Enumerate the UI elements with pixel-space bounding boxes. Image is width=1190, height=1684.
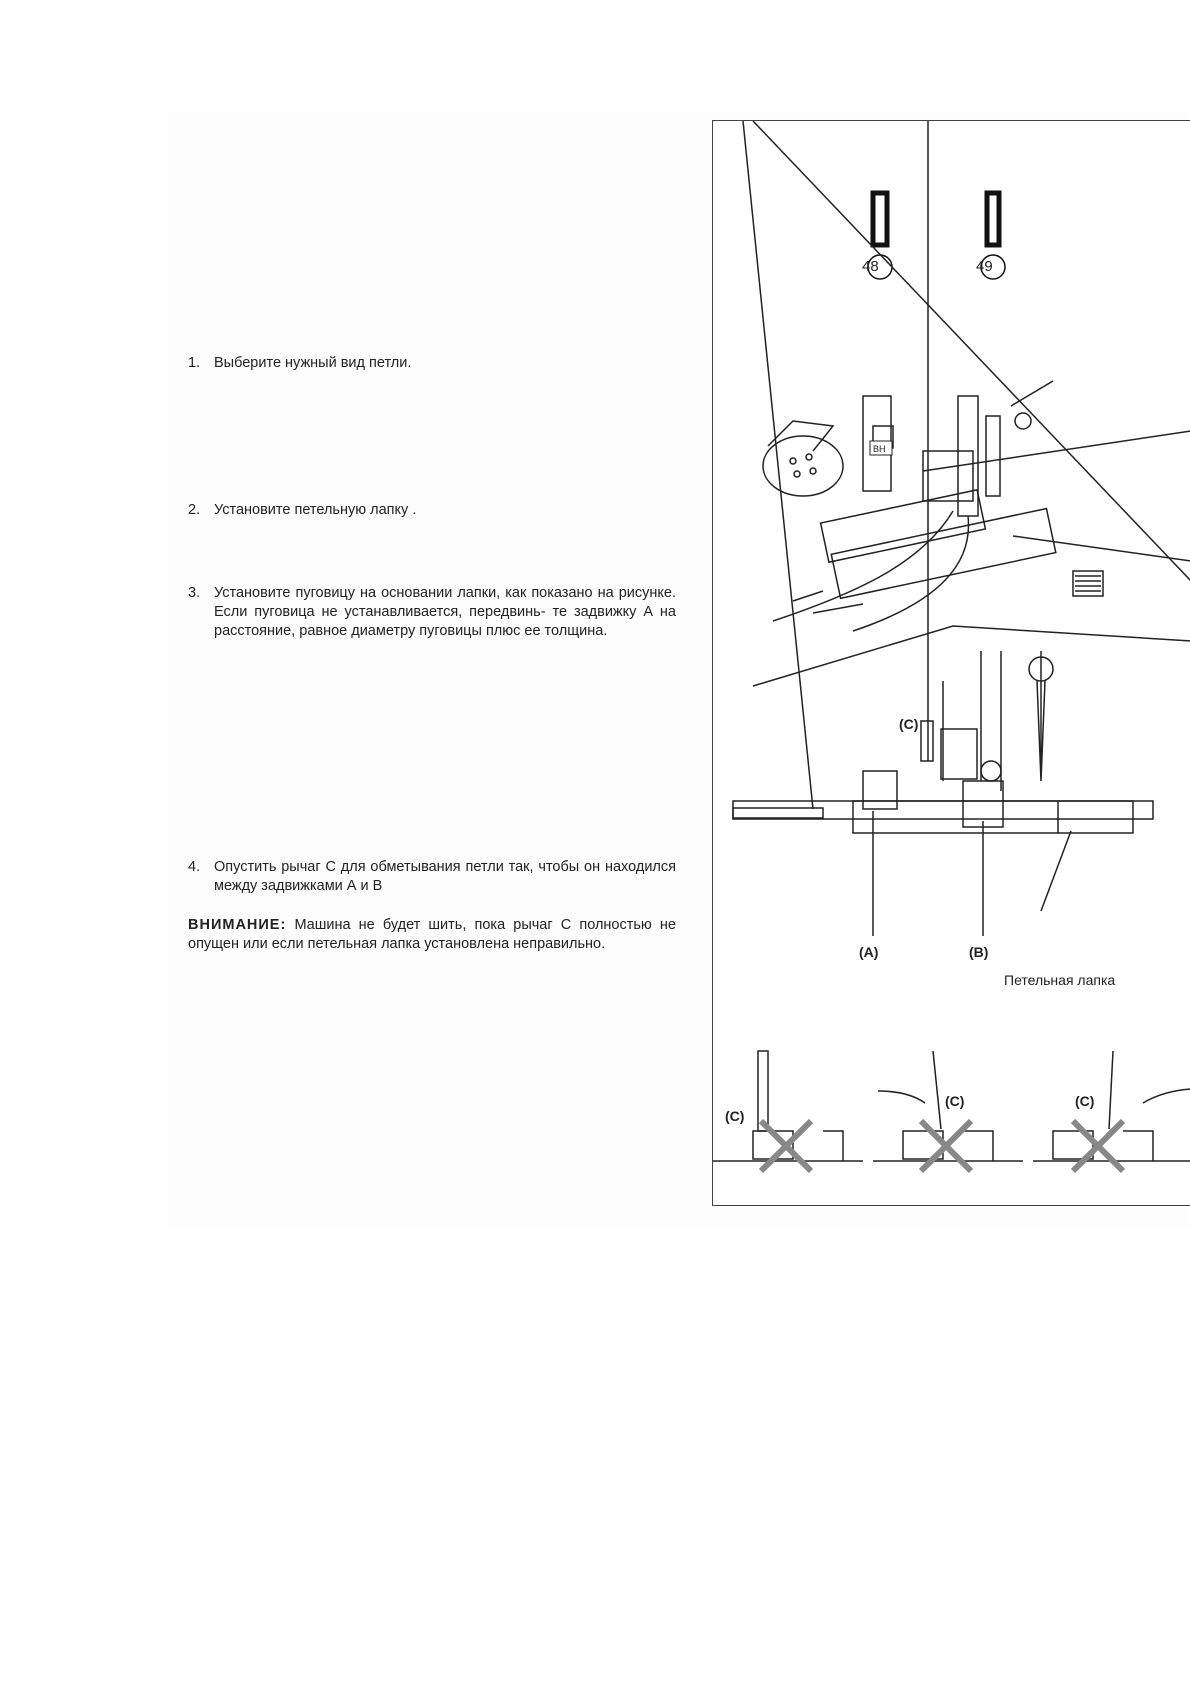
step-2 — [188, 501, 676, 520]
incorrect-example-3 — [1033, 1051, 1190, 1161]
label-a: (A) — [859, 944, 879, 960]
label-c-main: (C) — [899, 716, 919, 732]
label-c-wrong-1: (C) — [725, 1108, 745, 1124]
step-number: 1. — [188, 355, 201, 371]
illustration-panel — [712, 120, 1190, 1206]
buttonhole-foot-side-view — [733, 121, 1153, 936]
warning-note — [188, 916, 676, 954]
step-number: 4. — [188, 859, 201, 875]
warning-text: Машина не будет шить, пока рычаг С полностью не опущен или если петельная лапка установлена неправильно. — [188, 917, 676, 952]
step-text: Установите петельную лапку . — [214, 502, 417, 518]
step-4 — [188, 858, 676, 896]
incorrect-cross-icon — [921, 1121, 971, 1171]
step-number: 3. — [188, 585, 201, 601]
incorrect-cross-icon — [1073, 1121, 1123, 1171]
presser-foot-button-sketch — [753, 121, 1190, 686]
step-text: Выберите нужный вид петли. — [214, 355, 412, 371]
label-c-wrong-3: (C) — [1075, 1093, 1095, 1109]
label-b: (B) — [969, 944, 989, 960]
pattern-48-label: 48 — [862, 258, 879, 275]
illustration-drawing — [713, 121, 1190, 1205]
step-3 — [188, 584, 676, 641]
pattern-49-label: 49 — [976, 258, 993, 275]
step-number: 2. — [188, 502, 201, 518]
step-text: Опустить рычаг С для обметывания петли так, чтобы он находился между задвижками А и В — [214, 859, 676, 894]
buttonhole-foot-label: Петельная лапка — [1004, 972, 1116, 988]
foot-bh-label: BH — [873, 444, 886, 454]
label-c-wrong-2: (C) — [945, 1093, 965, 1109]
step-text: Установите пуговицу на основании лапки, как показано на рисунке. Если пуговица не устанавливается, передвинь- те задвижку А на расстояние, равное диаметру пуговицы плюс ее толщина. — [214, 585, 676, 639]
warning-label: ВНИМАНИЕ: — [188, 917, 287, 933]
incorrect-cross-icon — [761, 1121, 811, 1171]
step-1 — [188, 354, 676, 373]
